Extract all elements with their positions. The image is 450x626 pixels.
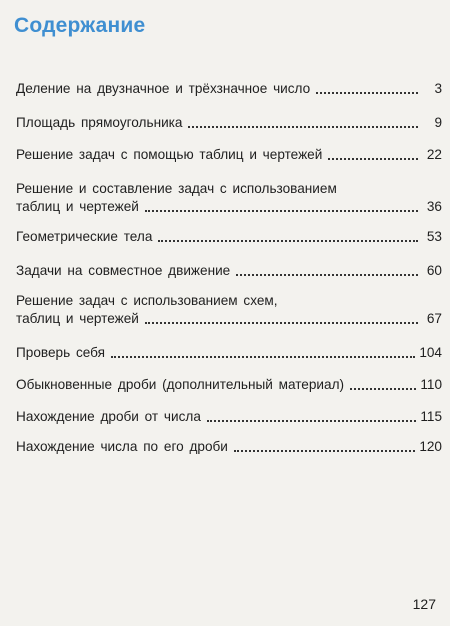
toc-entry-title-cont: таблиц и чертежей <box>16 199 139 214</box>
toc-entry-page: 60 <box>426 263 442 278</box>
toc-entry-page: 104 <box>419 345 442 360</box>
dot-leader <box>234 450 415 452</box>
toc-entry[interactable] <box>16 80 442 98</box>
toc-entry-title: Площадь прямоугольника <box>16 115 183 130</box>
toc-entry-page: 3 <box>434 81 442 96</box>
dot-leader <box>145 322 418 324</box>
toc-entry[interactable] <box>16 228 442 246</box>
toc-entry[interactable] <box>16 408 442 426</box>
toc-entry-page: 115 <box>420 409 442 424</box>
toc-entry-page: 110 <box>420 377 442 392</box>
toc-entry-title: Нахождение числа по его дроби <box>16 439 228 454</box>
toc-entry-page: 67 <box>426 311 442 326</box>
dot-leader <box>328 158 418 160</box>
dot-leader <box>158 240 418 242</box>
toc-entry-title: Задачи на совместное движение <box>16 263 231 278</box>
dot-leader <box>188 126 418 128</box>
toc-entry-title: Решение задач с помощью таблиц и чертежей <box>16 147 323 162</box>
toc-entry-title: Геометрические тела <box>16 229 153 244</box>
toc-entry-title-cont: таблиц и чертежей <box>16 311 139 326</box>
toc-entry-page: 22 <box>426 147 442 162</box>
page-number: 127 <box>412 596 436 612</box>
toc-entry-title: Деление на двузначное и трёхзначное число <box>16 81 311 96</box>
dot-leader <box>316 92 418 94</box>
page-title: Содержание <box>14 14 146 37</box>
toc-entry[interactable] <box>16 262 442 280</box>
dot-leader <box>111 356 415 358</box>
toc-entry[interactable] <box>16 180 442 216</box>
toc-entry-title: Решение и составление задач с использованием <box>16 181 337 196</box>
dot-leader <box>236 274 418 276</box>
toc-entry[interactable] <box>16 344 442 362</box>
toc-entry[interactable] <box>16 292 442 328</box>
toc-entry-page: 53 <box>426 229 442 244</box>
toc-entry-title: Нахождение дроби от числа <box>16 409 201 424</box>
dot-leader <box>350 388 416 390</box>
toc-entry[interactable] <box>16 438 442 456</box>
toc-entry-page: 120 <box>419 439 442 454</box>
toc-entry-title: Обыкновенные дроби (дополнительный материал) <box>16 377 345 392</box>
toc-entry[interactable] <box>16 376 442 394</box>
dot-leader <box>207 420 416 422</box>
dot-leader <box>145 210 418 212</box>
toc-entry-page: 9 <box>434 115 442 130</box>
toc-entry-page: 36 <box>426 199 442 214</box>
toc-entry[interactable] <box>16 146 442 164</box>
toc-entry-title: Решение задач с использованием схем, <box>16 293 278 308</box>
toc-entry[interactable] <box>16 114 442 132</box>
toc-entry-title: Проверь себя <box>16 345 105 360</box>
